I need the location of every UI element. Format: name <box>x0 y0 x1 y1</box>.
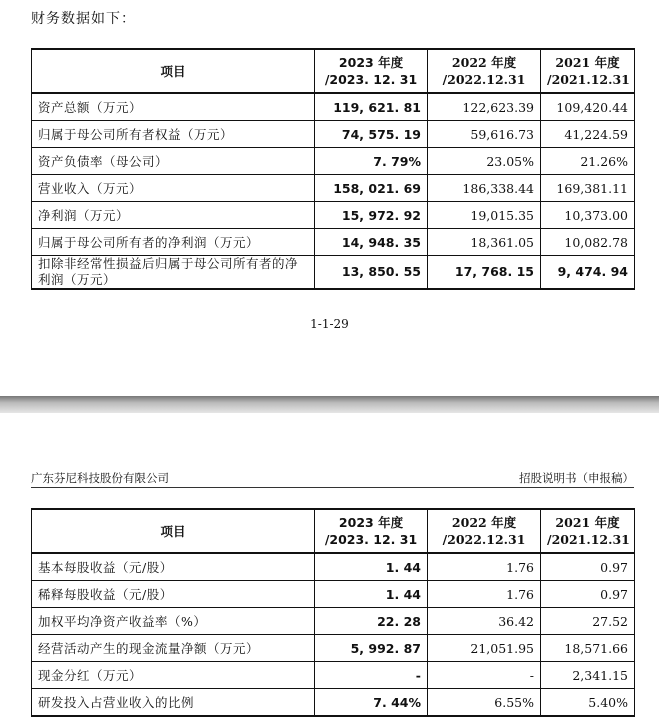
value-2023: 158, 021. 69 <box>315 175 428 202</box>
value-2023: 1. 44 <box>315 581 428 608</box>
value-2022: 59,616.73 <box>428 121 541 148</box>
value-2021: 2,341.15 <box>541 662 635 689</box>
value-2023: 5, 992. 87 <box>315 635 428 662</box>
value-2021: 10,373.00 <box>541 202 635 229</box>
financial-table-2 <box>31 508 635 717</box>
value-2023: 119, 621. 81 <box>315 93 428 121</box>
header-item: 项目 <box>32 509 315 553</box>
table-row <box>32 229 635 256</box>
table-row <box>32 148 635 175</box>
value-2023: 74, 575. 19 <box>315 121 428 148</box>
value-2023: 22. 28 <box>315 608 428 635</box>
row-label: 归属于母公司所有者的净利润（万元） <box>32 229 315 256</box>
value-2021: 169,381.11 <box>541 175 635 202</box>
value-2022: 23.05% <box>428 148 541 175</box>
value-2021: 27.52 <box>541 608 635 635</box>
value-2022: 1.76 <box>428 581 541 608</box>
row-label: 加权平均净资产收益率（%） <box>32 608 315 635</box>
value-2021: 5.40% <box>541 689 635 717</box>
row-label: 经营活动产生的现金流量净额（万元） <box>32 635 315 662</box>
table-row <box>32 662 635 689</box>
value-2023: - <box>315 662 428 689</box>
row-label: 资产总额（万元） <box>32 93 315 121</box>
header-divider <box>31 487 634 488</box>
row-label: 资产负债率（母公司） <box>32 148 315 175</box>
row-label: 基本每股收益（元/股） <box>32 553 315 581</box>
row-label: 研发投入占营业收入的比例 <box>32 689 315 717</box>
table-row <box>32 635 635 662</box>
document-title: 招股说明书（申报稿） <box>519 471 634 485</box>
financial-table-1 <box>31 48 635 290</box>
value-2022: 17, 768. 15 <box>428 256 541 290</box>
table-header-row <box>32 49 635 93</box>
table-row <box>32 121 635 148</box>
table-row <box>32 93 635 121</box>
value-2022: 122,623.39 <box>428 93 541 121</box>
table-row <box>32 553 635 581</box>
table-row <box>32 581 635 608</box>
value-2021: 10,082.78 <box>541 229 635 256</box>
row-label: 净利润（万元） <box>32 202 315 229</box>
row-label: 稀释每股收益（元/股） <box>32 581 315 608</box>
header-2022: 2022 年度 /2022.12.31 <box>428 49 541 93</box>
table-row <box>32 256 635 290</box>
value-2023: 14, 948. 35 <box>315 229 428 256</box>
row-label: 现金分红（万元） <box>32 662 315 689</box>
table-row <box>32 608 635 635</box>
table-row <box>32 175 635 202</box>
row-label: 扣除非经常性损益后归属于母公司所有者的净利润（万元） <box>32 256 315 290</box>
row-label: 营业收入（万元） <box>32 175 315 202</box>
value-2023: 7. 44% <box>315 689 428 717</box>
value-2022: 19,015.35 <box>428 202 541 229</box>
value-2021: 18,571.66 <box>541 635 635 662</box>
table-row <box>32 689 635 717</box>
value-2022: 18,361.05 <box>428 229 541 256</box>
header-2021: 2021 年度 /2021.12.31 <box>541 509 635 553</box>
value-2023: 13, 850. 55 <box>315 256 428 290</box>
value-2021: 41,224.59 <box>541 121 635 148</box>
value-2021: 109,420.44 <box>541 93 635 121</box>
header-2023: 2023 年度 /2023. 12. 31 <box>315 49 428 93</box>
header-2023: 2023 年度 /2023. 12. 31 <box>315 509 428 553</box>
value-2022: 36.42 <box>428 608 541 635</box>
value-2023: 7. 79% <box>315 148 428 175</box>
value-2022: 6.55% <box>428 689 541 717</box>
company-name: 广东芬尼科技股份有限公司 <box>31 471 169 485</box>
value-2023: 15, 972. 92 <box>315 202 428 229</box>
table-row <box>32 202 635 229</box>
table-header-row <box>32 509 635 553</box>
value-2023: 1. 44 <box>315 553 428 581</box>
value-2022: 1.76 <box>428 553 541 581</box>
row-label: 归属于母公司所有者权益（万元） <box>32 121 315 148</box>
value-2021: 21.26% <box>541 148 635 175</box>
page-break <box>0 396 659 413</box>
value-2022: 21,051.95 <box>428 635 541 662</box>
header-2021: 2021 年度 /2021.12.31 <box>541 49 635 93</box>
value-2021: 0.97 <box>541 553 635 581</box>
page-number: 1-1-29 <box>310 317 349 331</box>
value-2021: 0.97 <box>541 581 635 608</box>
value-2021: 9, 474. 94 <box>541 256 635 290</box>
value-2022: 186,338.44 <box>428 175 541 202</box>
header-2022: 2022 年度 /2022.12.31 <box>428 509 541 553</box>
value-2022: - <box>428 662 541 689</box>
intro-text: 财务数据如下： <box>31 11 136 27</box>
header-item: 项目 <box>32 49 315 93</box>
